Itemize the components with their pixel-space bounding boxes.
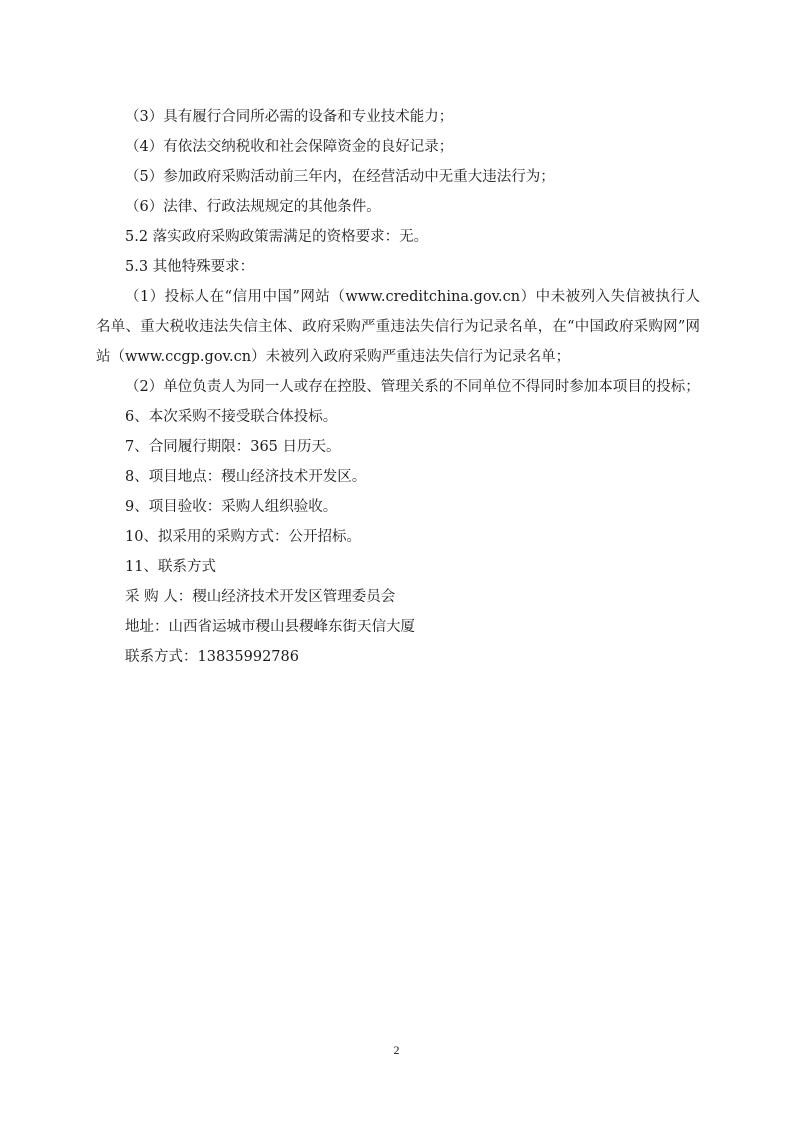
requirement-6: （6）法律、行政法规规定的其他条件。 (125, 199, 381, 215)
contact-purchaser: 采 购 人：稷山经济技术开发区管理委员会 (125, 589, 396, 605)
requirement-3: （3）具有履行合同所必需的设备和专业技术能力； (125, 109, 454, 125)
section-7: 7、合同履行期限：365 日历天。 (125, 439, 341, 455)
requirement-4: （4）有依法交纳税收和社会保障资金的良好记录； (125, 139, 454, 155)
special-requirement-1: （1）投标人在“信用中国”网站（www.creditchina.gov.cn）中未被列入失信被执行人名单、重大税收违法失信主体、政府采购严重违法失信行为记录名单，在“中国政府采购网”网站（www.ccgp.gov.cn）未被列入政府采购严重违法失信行为记录名单； (96, 289, 700, 365)
section-10: 10、拟采用的采购方式：公开招标。 (125, 529, 361, 545)
section-11: 11、联系方式 (125, 559, 216, 575)
requirement-5: （5）参加政府采购活动前三年内，在经营活动中无重大违法行为； (125, 169, 555, 185)
section-5-3: 5.3 其他特殊要求： (125, 259, 255, 275)
section-8: 8、项目地点：稷山经济技术开发区。 (125, 469, 367, 485)
contact-address: 地址：山西省运城市稷山县稷峰东街天信大厦 (125, 619, 415, 635)
contact-phone: 联系方式：13835992786 (125, 649, 299, 665)
page-number: 2 (393, 1043, 400, 1057)
special-requirement-2: （2）单位负责人为同一人或存在控股、管理关系的不同单位不得同时参加本项目的投标； (125, 379, 700, 395)
section-6: 6、本次采购不接受联合体投标。 (125, 409, 338, 425)
section-5-2: 5.2 落实政府采购政策需满足的资格要求：无。 (125, 229, 429, 245)
document-body (96, 102, 700, 672)
section-9: 9、项目验收：采购人组织验收。 (125, 499, 338, 515)
